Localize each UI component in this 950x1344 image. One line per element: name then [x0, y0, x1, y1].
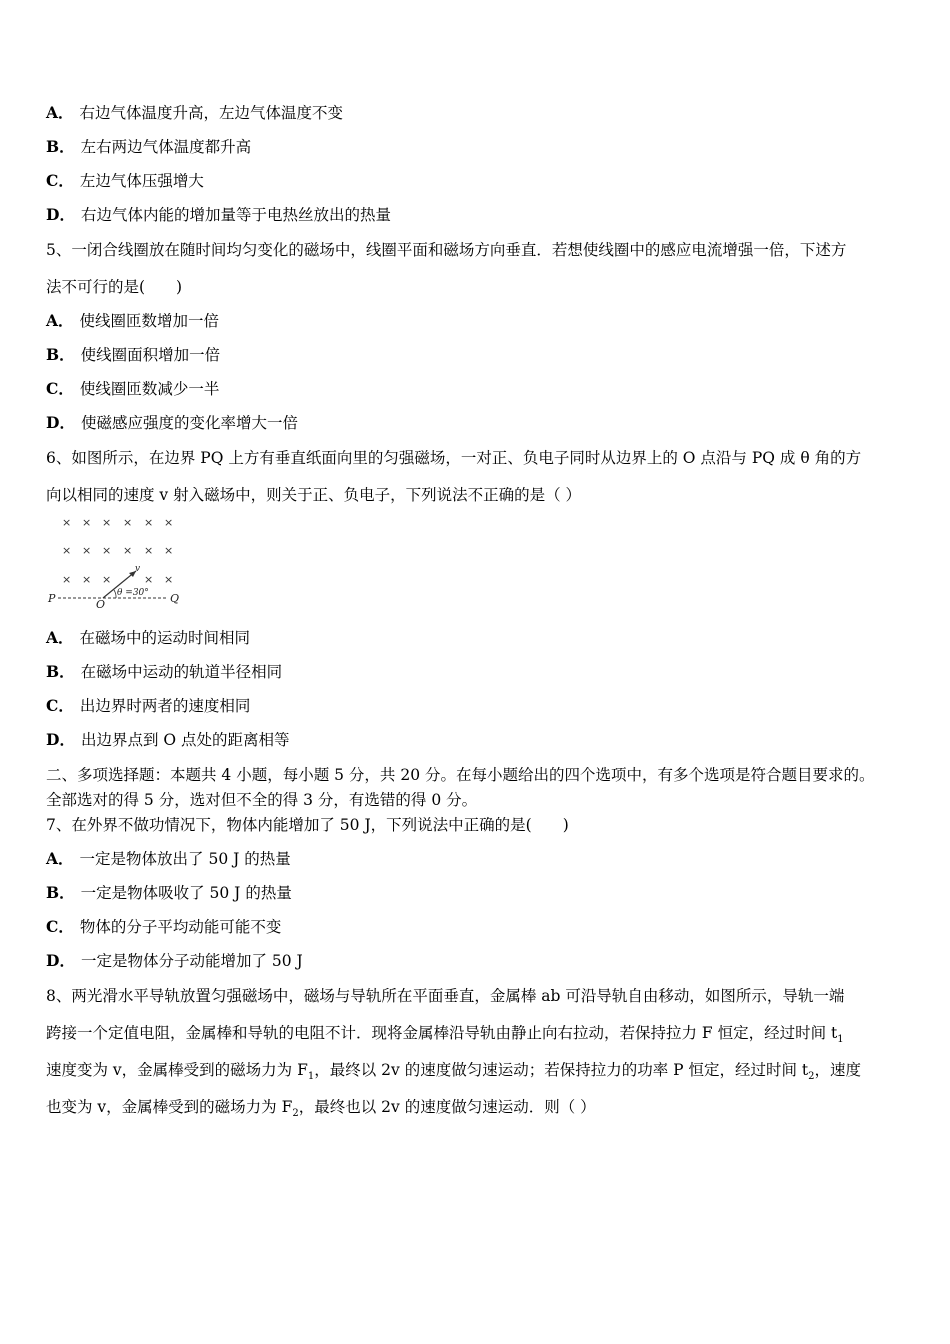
section2-heading-line1: 二、多项选择题：本题共 4 小题，每小题 5 分，共 20 分。在每小题给出的四个选项中，有多个选项是符合题目要求的。	[46, 766, 875, 784]
cross-mark: ×	[82, 573, 92, 586]
cross-mark: ×	[164, 516, 174, 529]
q5-option-d	[46, 411, 298, 433]
option-label: C．	[46, 696, 74, 715]
q7-option-c	[46, 915, 281, 937]
q8-line2-text: 跨接一个定值电阻，金属棒和导轨的电阻不计．现将金属棒沿导轨由静止向右拉动，若保持拉力 F 恒定，经过时间 t	[46, 1024, 838, 1042]
option-label: D．	[46, 413, 75, 432]
label-p: P	[48, 592, 56, 605]
cross-mark: ×	[62, 573, 72, 586]
q6-option-a	[46, 626, 250, 648]
angle-arc	[114, 590, 116, 598]
q8-line3-text-b: ，最终以 2v 的速度做匀速运动；若保持拉力的功率 P 恒定，经过时间 t	[314, 1061, 809, 1079]
cross-mark: ×	[102, 573, 112, 586]
option-label: B．	[46, 137, 75, 156]
cross-mark: ×	[144, 516, 154, 529]
q5-option-b	[46, 343, 220, 365]
option-text: 物体的分子平均动能可能不变	[79, 918, 282, 936]
q8-stem-line4	[46, 1095, 596, 1119]
label-o: O	[96, 598, 106, 609]
subscript: 2	[808, 1071, 815, 1083]
q8-line4-text-b: ，最终也以 2v 的速度做匀速运动．则（ ）	[298, 1098, 596, 1116]
q7-option-a	[46, 847, 291, 869]
cross-mark: ×	[144, 573, 154, 586]
q8-line4-text-a: 也变为 v，金属棒受到的磁场力为 F	[46, 1098, 293, 1116]
option-text: 出边界时两者的速度相同	[79, 697, 251, 715]
option-text: 使磁感应强度的变化率增大一倍	[80, 414, 298, 432]
option-text: 使线圈面积增加一倍	[80, 346, 221, 364]
q6-stem-line1: 6、如图所示，在边界 PQ 上方有垂直纸面向里的匀强磁场，一对正、负电子同时从边界上的 O 点沿与 PQ 成 θ 角的方	[46, 449, 862, 467]
cross-mark: ×	[82, 544, 92, 557]
option-label: B．	[46, 883, 75, 902]
q6-option-c	[46, 694, 250, 716]
option-label: C．	[46, 171, 74, 190]
label-q: Q	[170, 592, 180, 605]
option-text: 使线圈匝数减少一半	[79, 380, 220, 398]
subscript: 1	[837, 1034, 844, 1046]
subscript: 2	[292, 1108, 299, 1120]
q6-option-d	[46, 728, 290, 750]
q4-option-c	[46, 169, 204, 191]
q7-option-d	[46, 949, 303, 971]
cross-mark: ×	[102, 516, 112, 529]
q7-option-b	[46, 881, 292, 903]
option-text: 右边气体温度升高，左边气体温度不变	[79, 104, 344, 122]
cross-mark: ×	[82, 516, 92, 529]
magnetic-field-figure	[46, 513, 196, 609]
cross-mark: ×	[62, 544, 72, 557]
option-label: D．	[46, 730, 75, 749]
label-v: v	[135, 564, 141, 574]
option-text: 右边气体内能的增加量等于电热丝放出的热量	[80, 206, 391, 224]
option-label: A．	[46, 849, 74, 868]
option-text: 左右两边气体温度都升高	[80, 138, 252, 156]
option-text: 一定是物体吸收了 50 J 的热量	[80, 884, 292, 902]
option-label: B．	[46, 345, 75, 364]
q7-stem: 7、在外界不做功情况下，物体内能增加了 50 J，下列说法中正确的是( )	[46, 816, 569, 834]
q5-stem-line1	[46, 238, 904, 260]
cross-mark: ×	[123, 544, 133, 557]
option-label: C．	[46, 379, 74, 398]
cross-mark: ×	[102, 544, 112, 557]
field-crosses	[62, 516, 173, 586]
q4-option-d	[46, 203, 391, 225]
q4-option-b	[46, 135, 251, 157]
cross-mark: ×	[62, 516, 72, 529]
q5-option-c	[46, 377, 219, 399]
q6-stem-line2: 向以相同的速度 v 射入磁场中，则关于正、负电子，下列说法不正确的是（ ）	[46, 486, 582, 504]
option-label: A．	[46, 311, 74, 330]
cross-mark: ×	[123, 516, 133, 529]
cross-mark: ×	[164, 573, 174, 586]
option-text: 一定是物体放出了 50 J 的热量	[79, 850, 291, 868]
option-text: 一定是物体分子动能增加了 50 J	[80, 952, 303, 970]
label-angle: θ =30°	[117, 588, 149, 598]
q8-stem-line3	[46, 1058, 861, 1082]
q8-line3-text-a: 速度变为 v，金属棒受到的磁场力为 F	[46, 1061, 308, 1079]
q5-option-a	[46, 309, 219, 331]
option-label: C．	[46, 917, 74, 936]
option-label: A．	[46, 628, 74, 647]
option-label: B．	[46, 662, 75, 681]
q8-line3-text-c: ，速度	[814, 1061, 862, 1079]
subscript: 1	[307, 1071, 315, 1083]
q6-option-b	[46, 660, 282, 682]
cross-mark: ×	[144, 544, 154, 557]
q8-stem-line1: 8、两光滑水平导轨放置匀强磁场中，磁场与导轨所在平面垂直，金属棒 ab 可沿导轨自由移动，如图所示，导轨一端	[46, 987, 845, 1005]
option-text: 使线圈匝数增加一倍	[79, 312, 220, 330]
q5-stem-line2: 法不可行的是( )	[46, 278, 183, 296]
option-text: 左边气体压强增大	[79, 172, 204, 190]
option-label: D．	[46, 205, 75, 224]
option-text: 在磁场中的运动时间相同	[79, 629, 251, 647]
section2-heading-line2: 全部选对的得 5 分，选对但不全的得 3 分，有选错的得 0 分。	[46, 791, 478, 809]
option-text: 出边界点到 O 点处的距离相等	[80, 731, 290, 749]
cross-mark: ×	[164, 544, 174, 557]
option-text: 在磁场中运动的轨道半径相同	[80, 663, 283, 681]
q4-option-a	[46, 101, 343, 123]
q8-stem-line2	[46, 1021, 844, 1045]
q5-stem-text: 5、一闭合线圈放在随时间均匀变化的磁场中，线圈平面和磁场方向垂直．若想使线圈中的感应电流增强一倍，下述方	[46, 241, 847, 259]
option-label: D．	[46, 951, 75, 970]
option-label: A．	[46, 103, 74, 122]
